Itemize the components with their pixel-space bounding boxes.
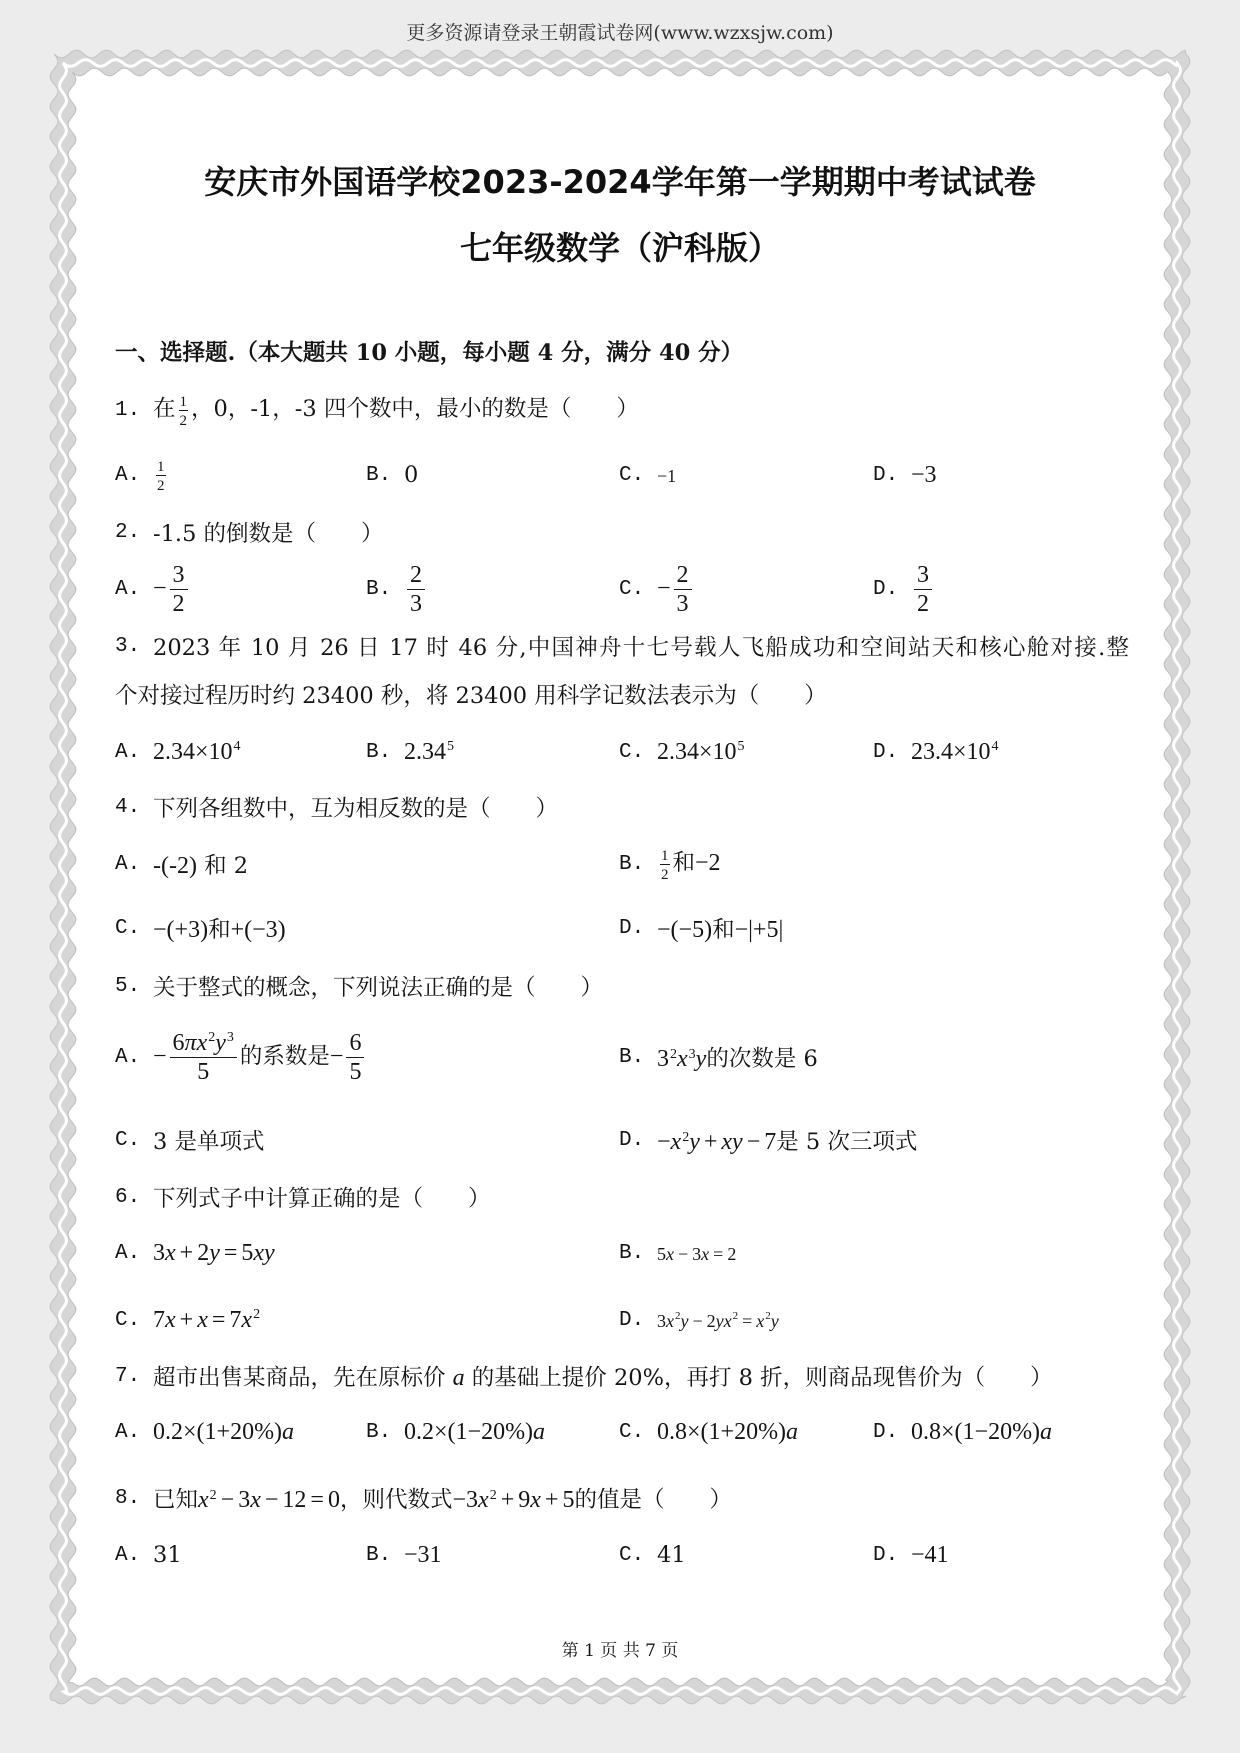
math-number: −(−5)	[657, 917, 713, 943]
option-content	[657, 1041, 818, 1073]
stem-text	[115, 678, 827, 710]
math-number: 2	[676, 561, 689, 588]
fraction-numerator	[660, 846, 670, 865]
question-7-stem	[115, 1346, 1129, 1406]
option-content	[657, 1419, 798, 1446]
math-superscript: 2	[732, 1309, 739, 1322]
question-1-option-d	[873, 445, 937, 505]
question-2-option-c	[619, 559, 695, 619]
text-run: 2023 年 10 月 26 日 17 时 46 分,中国神舟十七号载人飞船成功和空间站天和核心舱对接.整	[153, 635, 1129, 661]
option-label: B.	[366, 463, 392, 487]
text-run: 下列式子中计算正确的是（ ）	[153, 1186, 491, 1212]
math-operator: +	[544, 1487, 559, 1513]
math-operator: =	[310, 1487, 324, 1513]
math-number: −41	[911, 1541, 949, 1568]
option-label: D.	[873, 463, 899, 487]
question-1-option-b	[366, 445, 418, 505]
question-3-option-a	[115, 722, 241, 782]
question-number: 8.	[115, 1486, 141, 1510]
text-run: 下列各组数中，互为相反数的是（ ）	[153, 796, 559, 822]
math-operator: −	[692, 1311, 703, 1331]
math-number: −31	[404, 1541, 442, 1568]
question-3-option-d	[873, 722, 999, 782]
option-label: D.	[873, 740, 899, 764]
option-label: D.	[619, 1308, 645, 1332]
math-number: −|+5|	[734, 917, 784, 943]
option-label: D.	[619, 1128, 645, 1152]
math-number: 23.4×10	[911, 738, 991, 765]
question-5-stem	[115, 956, 1129, 1016]
math-number: 12	[282, 1487, 307, 1513]
question-4-option-c	[115, 898, 286, 958]
question-number: 5.	[115, 974, 141, 998]
math-variable: a	[786, 1418, 799, 1445]
math-number: +(−3)	[230, 917, 286, 943]
fraction-numerator	[170, 562, 188, 590]
question-6-option-a	[115, 1223, 275, 1283]
math-variable: x	[666, 1244, 674, 1264]
fraction-numerator	[914, 562, 932, 590]
math-operator: −	[220, 1487, 235, 1513]
math-number: 7	[153, 1306, 165, 1333]
question-8-stem	[115, 1468, 1129, 1528]
math-number: 5	[349, 1058, 362, 1085]
option-content	[153, 1030, 367, 1085]
text-run: 3 是单项式	[153, 1129, 265, 1155]
fraction-denominator	[156, 476, 166, 494]
option-content	[153, 848, 248, 880]
page-footer: 第 1 页 共 7 页	[561, 1641, 679, 1661]
math-number: 2	[661, 866, 669, 883]
stem-text	[153, 1360, 1053, 1392]
exam-title: 安庆市外国语学校2023-2024学年第一学期期中考试试卷	[204, 163, 1036, 201]
option-content	[153, 562, 191, 617]
math-number: 5	[241, 1239, 254, 1266]
question-2-option-d	[873, 559, 935, 619]
option-label: A.	[115, 852, 141, 876]
option-label: C.	[115, 1128, 141, 1152]
math-operator: −	[678, 1244, 689, 1264]
option-label: D.	[873, 1543, 899, 1567]
option-content	[404, 739, 454, 766]
stem-text	[153, 516, 384, 548]
option-content	[404, 1419, 545, 1446]
math-variable: x	[677, 1046, 688, 1072]
math-number: 1	[661, 847, 669, 864]
math-operator: −	[264, 1487, 279, 1513]
question-1-option-c	[619, 445, 676, 505]
text-run: 和	[208, 917, 231, 943]
math-variable: x	[666, 1311, 674, 1331]
math-number: 0	[327, 1487, 340, 1513]
option-label: B.	[366, 740, 392, 764]
option-content	[657, 462, 676, 488]
math-variable: y	[770, 1311, 779, 1331]
question-6-stem	[115, 1167, 1129, 1227]
question-1-stem	[115, 380, 1129, 440]
option-label: C.	[619, 463, 645, 487]
stem-text	[153, 1181, 491, 1213]
option-label: B.	[366, 1543, 392, 1567]
math-operator: +	[703, 1129, 718, 1155]
math-number: 6	[349, 1029, 362, 1056]
math-number: 5	[197, 1058, 210, 1085]
question-4-stem	[115, 777, 1129, 837]
text-run: 是 5 次三项式	[776, 1129, 918, 1155]
fraction-denominator	[674, 590, 692, 617]
option-content	[657, 845, 721, 883]
math-variable: x	[165, 1239, 176, 1266]
option-content	[153, 739, 241, 766]
option-label: A.	[115, 1241, 141, 1265]
fraction-numerator	[179, 392, 189, 411]
stem-text	[153, 630, 1129, 662]
math-number: 9	[518, 1487, 531, 1513]
math-variable: x	[530, 1487, 541, 1513]
resource-banner: 更多资源请登录王朝霞试卷网(www.wzxsjw.com)	[406, 22, 834, 44]
option-content	[911, 562, 935, 617]
option-content	[153, 1240, 275, 1267]
option-label: C.	[115, 916, 141, 940]
math-number: -(-2)	[153, 853, 197, 879]
math-superscript: 2	[253, 1307, 261, 1322]
question-1-option-a	[115, 445, 169, 505]
math-superscript: 2	[682, 1129, 690, 1145]
math-superscript: 4	[233, 739, 241, 754]
math-number: −3	[452, 1487, 479, 1513]
text-run: 关于整式的概念，下列说法正确的是（ ）	[153, 975, 604, 1001]
math-number: 3	[657, 1046, 669, 1072]
math-variable: x	[670, 1129, 682, 1155]
question-4-option-a	[115, 834, 248, 894]
math-number: 2	[172, 590, 185, 617]
math-fraction	[407, 562, 425, 617]
option-label: B.	[619, 1045, 645, 1069]
text-run: 个对接过程历时约 23400 秒，将 23400 用科学记数法表示为（ ）	[115, 683, 827, 709]
fraction-denominator	[914, 590, 932, 617]
option-label: A.	[115, 740, 141, 764]
math-fraction	[179, 392, 189, 429]
question-6-option-b	[619, 1223, 736, 1283]
math-variable: x	[198, 1487, 209, 1513]
option-content	[153, 1419, 294, 1446]
option-content	[657, 1542, 686, 1568]
math-superscript: 2	[208, 1030, 216, 1045]
math-operator: +	[179, 1306, 194, 1333]
option-label: D.	[619, 916, 645, 940]
option-content	[404, 562, 428, 617]
math-number: −	[657, 1129, 671, 1155]
math-superscript: 2	[765, 1309, 771, 1322]
question-8-option-c	[619, 1525, 686, 1585]
fraction-numerator	[170, 1030, 237, 1058]
text-run: 41	[657, 1542, 686, 1568]
math-number: 2.34×10	[657, 738, 737, 765]
math-number: 0.8×(1−20%)	[911, 1418, 1041, 1445]
math-fraction	[156, 457, 166, 494]
math-number: −	[153, 1043, 167, 1069]
option-content	[153, 1542, 182, 1568]
fraction-denominator	[194, 1058, 212, 1085]
math-fraction	[674, 562, 692, 617]
question-5-option-c	[115, 1110, 264, 1170]
option-content	[657, 1240, 736, 1266]
question-8-option-a	[115, 1525, 182, 1585]
question-number: 2.	[115, 520, 141, 544]
math-number: 2	[727, 1244, 737, 1264]
math-number: −1	[657, 466, 677, 486]
text-run: 超市出售某商品，先在原标价	[153, 1365, 453, 1391]
option-content	[153, 1124, 264, 1156]
option-label: C.	[619, 740, 645, 764]
text-run: -1.5 的倒数是（ ）	[153, 521, 384, 547]
math-variable: πx	[184, 1029, 208, 1056]
math-superscript: 2	[489, 1487, 497, 1503]
question-7-option-a	[115, 1402, 294, 1462]
text-run: 和 2	[196, 853, 249, 879]
question-5-option-b	[619, 1027, 818, 1087]
fraction-numerator	[346, 1030, 364, 1058]
option-content	[911, 1419, 1052, 1446]
stem-text	[153, 391, 639, 429]
question-6-option-c	[115, 1290, 260, 1350]
math-variable: x	[701, 1244, 710, 1264]
option-label: D.	[873, 577, 899, 601]
math-number: 2	[197, 1239, 210, 1266]
math-number: 3	[657, 1311, 666, 1331]
math-variable: a	[282, 1418, 295, 1445]
math-variable: x	[250, 1487, 261, 1513]
fraction-denominator	[346, 1058, 364, 1085]
math-number: 3	[238, 1487, 251, 1513]
option-label: B.	[366, 577, 392, 601]
math-variable: x	[756, 1311, 765, 1331]
question-4-option-d	[619, 898, 783, 958]
math-variable: y	[209, 1239, 220, 1266]
math-variable: a	[452, 1365, 465, 1391]
math-number: 2	[706, 1311, 716, 1331]
math-variable: y	[689, 1129, 700, 1155]
math-variable: y	[680, 1311, 689, 1331]
option-label: A.	[115, 1543, 141, 1567]
option-content	[657, 912, 783, 944]
option-content	[911, 739, 999, 766]
math-fraction	[914, 562, 932, 617]
option-content	[657, 1124, 917, 1156]
question-7-option-b	[366, 1402, 545, 1462]
question-7-option-d	[873, 1402, 1052, 1462]
option-content	[404, 1542, 442, 1569]
math-superscript: 5	[447, 739, 454, 754]
math-number: 1	[157, 458, 165, 475]
text-run: 的次数是 6	[706, 1046, 818, 1072]
fraction-denominator	[170, 590, 188, 617]
text-run: 0	[404, 462, 419, 488]
math-number: 3	[692, 1244, 702, 1264]
math-operator: +	[500, 1487, 515, 1513]
fraction-denominator	[407, 590, 425, 617]
math-superscript: 2	[670, 1046, 677, 1062]
math-number: 5	[657, 1244, 666, 1264]
question-8-option-d	[873, 1525, 949, 1585]
math-number: −	[657, 575, 671, 601]
stem-text	[153, 970, 603, 1002]
text-run: 的基础上提价 20%，再打 8 折，则商品现售价为（ ）	[464, 1365, 1053, 1391]
math-variable: a	[1040, 1418, 1053, 1445]
math-number: 2.34×10	[153, 738, 233, 765]
fraction-denominator	[179, 411, 189, 429]
math-number: 3	[410, 590, 422, 617]
option-content	[404, 462, 418, 488]
question-2-stem	[115, 502, 1129, 562]
text-run: ，则代数式	[339, 1487, 453, 1513]
option-label: A.	[115, 577, 141, 601]
math-variable: x	[165, 1306, 176, 1333]
option-label: D.	[873, 1420, 899, 1444]
stem-text	[153, 791, 558, 823]
math-superscript: 2	[209, 1487, 217, 1503]
math-operator: −	[746, 1129, 761, 1155]
math-number: 6	[172, 1029, 185, 1056]
section-heading: 一、选择题.（本大题共 10 小题，每小题 4 分，满分 40 分）	[115, 340, 744, 366]
math-fraction	[660, 846, 670, 883]
text-run: 31	[153, 1542, 182, 1568]
option-label: C.	[619, 1543, 645, 1567]
text-run: 在	[153, 396, 176, 423]
math-variable: xy	[253, 1239, 275, 1266]
text-run: 和	[712, 917, 735, 943]
math-operator: =	[211, 1306, 226, 1333]
math-variable: y	[695, 1046, 707, 1072]
option-content	[911, 462, 937, 489]
option-content	[153, 912, 286, 944]
text-run: 和	[672, 850, 696, 877]
math-fraction	[170, 562, 188, 617]
fraction-numerator	[156, 457, 166, 476]
question-7-option-c	[619, 1402, 798, 1462]
math-number: −	[329, 1043, 344, 1069]
option-content	[657, 739, 745, 766]
option-label: B.	[619, 852, 645, 876]
option-content	[657, 1307, 779, 1333]
option-content	[153, 457, 169, 494]
option-label: A.	[115, 1420, 141, 1444]
math-number: 3	[676, 590, 689, 617]
math-superscript: 3	[688, 1046, 696, 1062]
math-variable: yx	[715, 1311, 732, 1331]
math-number: 5	[562, 1487, 575, 1513]
math-variable: y	[215, 1029, 226, 1056]
question-2-option-b	[366, 559, 428, 619]
math-operator: =	[223, 1239, 238, 1266]
option-content	[911, 1542, 949, 1569]
fraction-numerator	[407, 562, 425, 590]
question-4-option-b	[619, 834, 721, 894]
math-number: 2	[179, 412, 188, 429]
math-number: −2	[695, 850, 721, 877]
math-operator: +	[179, 1239, 194, 1266]
question-3-option-c	[619, 722, 745, 782]
math-number: −3	[911, 461, 937, 488]
question-6-option-d	[619, 1290, 779, 1350]
math-variable: xy	[721, 1129, 743, 1155]
question-number: 6.	[115, 1185, 141, 1209]
math-number: 0.2×(1+20%)	[153, 1418, 283, 1445]
option-content	[153, 1307, 260, 1334]
option-label: B.	[619, 1241, 645, 1265]
math-number: 1	[179, 393, 188, 410]
option-label: B.	[366, 1420, 392, 1444]
math-number: −(+3)	[153, 917, 209, 943]
question-number: 7.	[115, 1364, 141, 1388]
option-label: A.	[115, 463, 141, 487]
question-number: 1.	[115, 398, 141, 422]
math-number: 3	[172, 561, 185, 588]
math-number: 7	[229, 1306, 242, 1333]
math-number: 2.34	[404, 738, 446, 765]
question-8-option-b	[366, 1525, 442, 1585]
math-number: 3	[917, 561, 929, 588]
option-label: C.	[619, 577, 645, 601]
question-5-option-d	[619, 1110, 917, 1170]
stem-text	[153, 1482, 732, 1514]
math-number: −	[153, 575, 167, 601]
option-label: A.	[115, 1045, 141, 1069]
fraction-denominator	[660, 865, 670, 883]
math-number: 0.2×(1−20%)	[404, 1418, 534, 1445]
math-superscript: 5	[737, 739, 745, 754]
math-superscript: 2	[675, 1309, 681, 1322]
question-2-option-a	[115, 559, 191, 619]
text-run: 的值是（ ）	[574, 1487, 732, 1513]
question-number: 3.	[115, 634, 141, 658]
text-run: ，0，-1，-3 四个数中，最小的数是（ ）	[191, 396, 639, 423]
math-number: 2	[917, 590, 929, 617]
question-5-option-a	[115, 1027, 367, 1087]
math-fraction	[346, 1030, 364, 1085]
math-variable: x	[478, 1487, 489, 1513]
option-content	[657, 562, 695, 617]
math-superscript: 4	[991, 739, 999, 754]
fraction-numerator	[674, 562, 692, 590]
math-fraction	[170, 1030, 237, 1085]
option-label: C.	[115, 1308, 141, 1332]
question-3-option-b	[366, 722, 454, 782]
math-number: 2	[410, 561, 422, 588]
math-number: 3	[153, 1239, 165, 1266]
exam-subtitle: 七年级数学（沪科版）	[459, 229, 780, 267]
math-variable: x	[197, 1306, 208, 1333]
math-variable: a	[533, 1418, 546, 1445]
math-operator: =	[713, 1244, 724, 1264]
math-number: 0.8×(1+20%)	[657, 1418, 787, 1445]
option-label: C.	[619, 1420, 645, 1444]
math-variable: x	[241, 1306, 253, 1333]
question-number: 4.	[115, 795, 141, 819]
text-run: 已知	[153, 1487, 199, 1513]
math-number: 2	[157, 477, 165, 494]
text-run: 的系数是	[239, 1043, 330, 1069]
question-3-stem-line-2	[115, 664, 1129, 724]
math-operator: =	[742, 1311, 753, 1331]
math-superscript: 3	[226, 1030, 234, 1045]
math-number: 7	[764, 1129, 777, 1155]
